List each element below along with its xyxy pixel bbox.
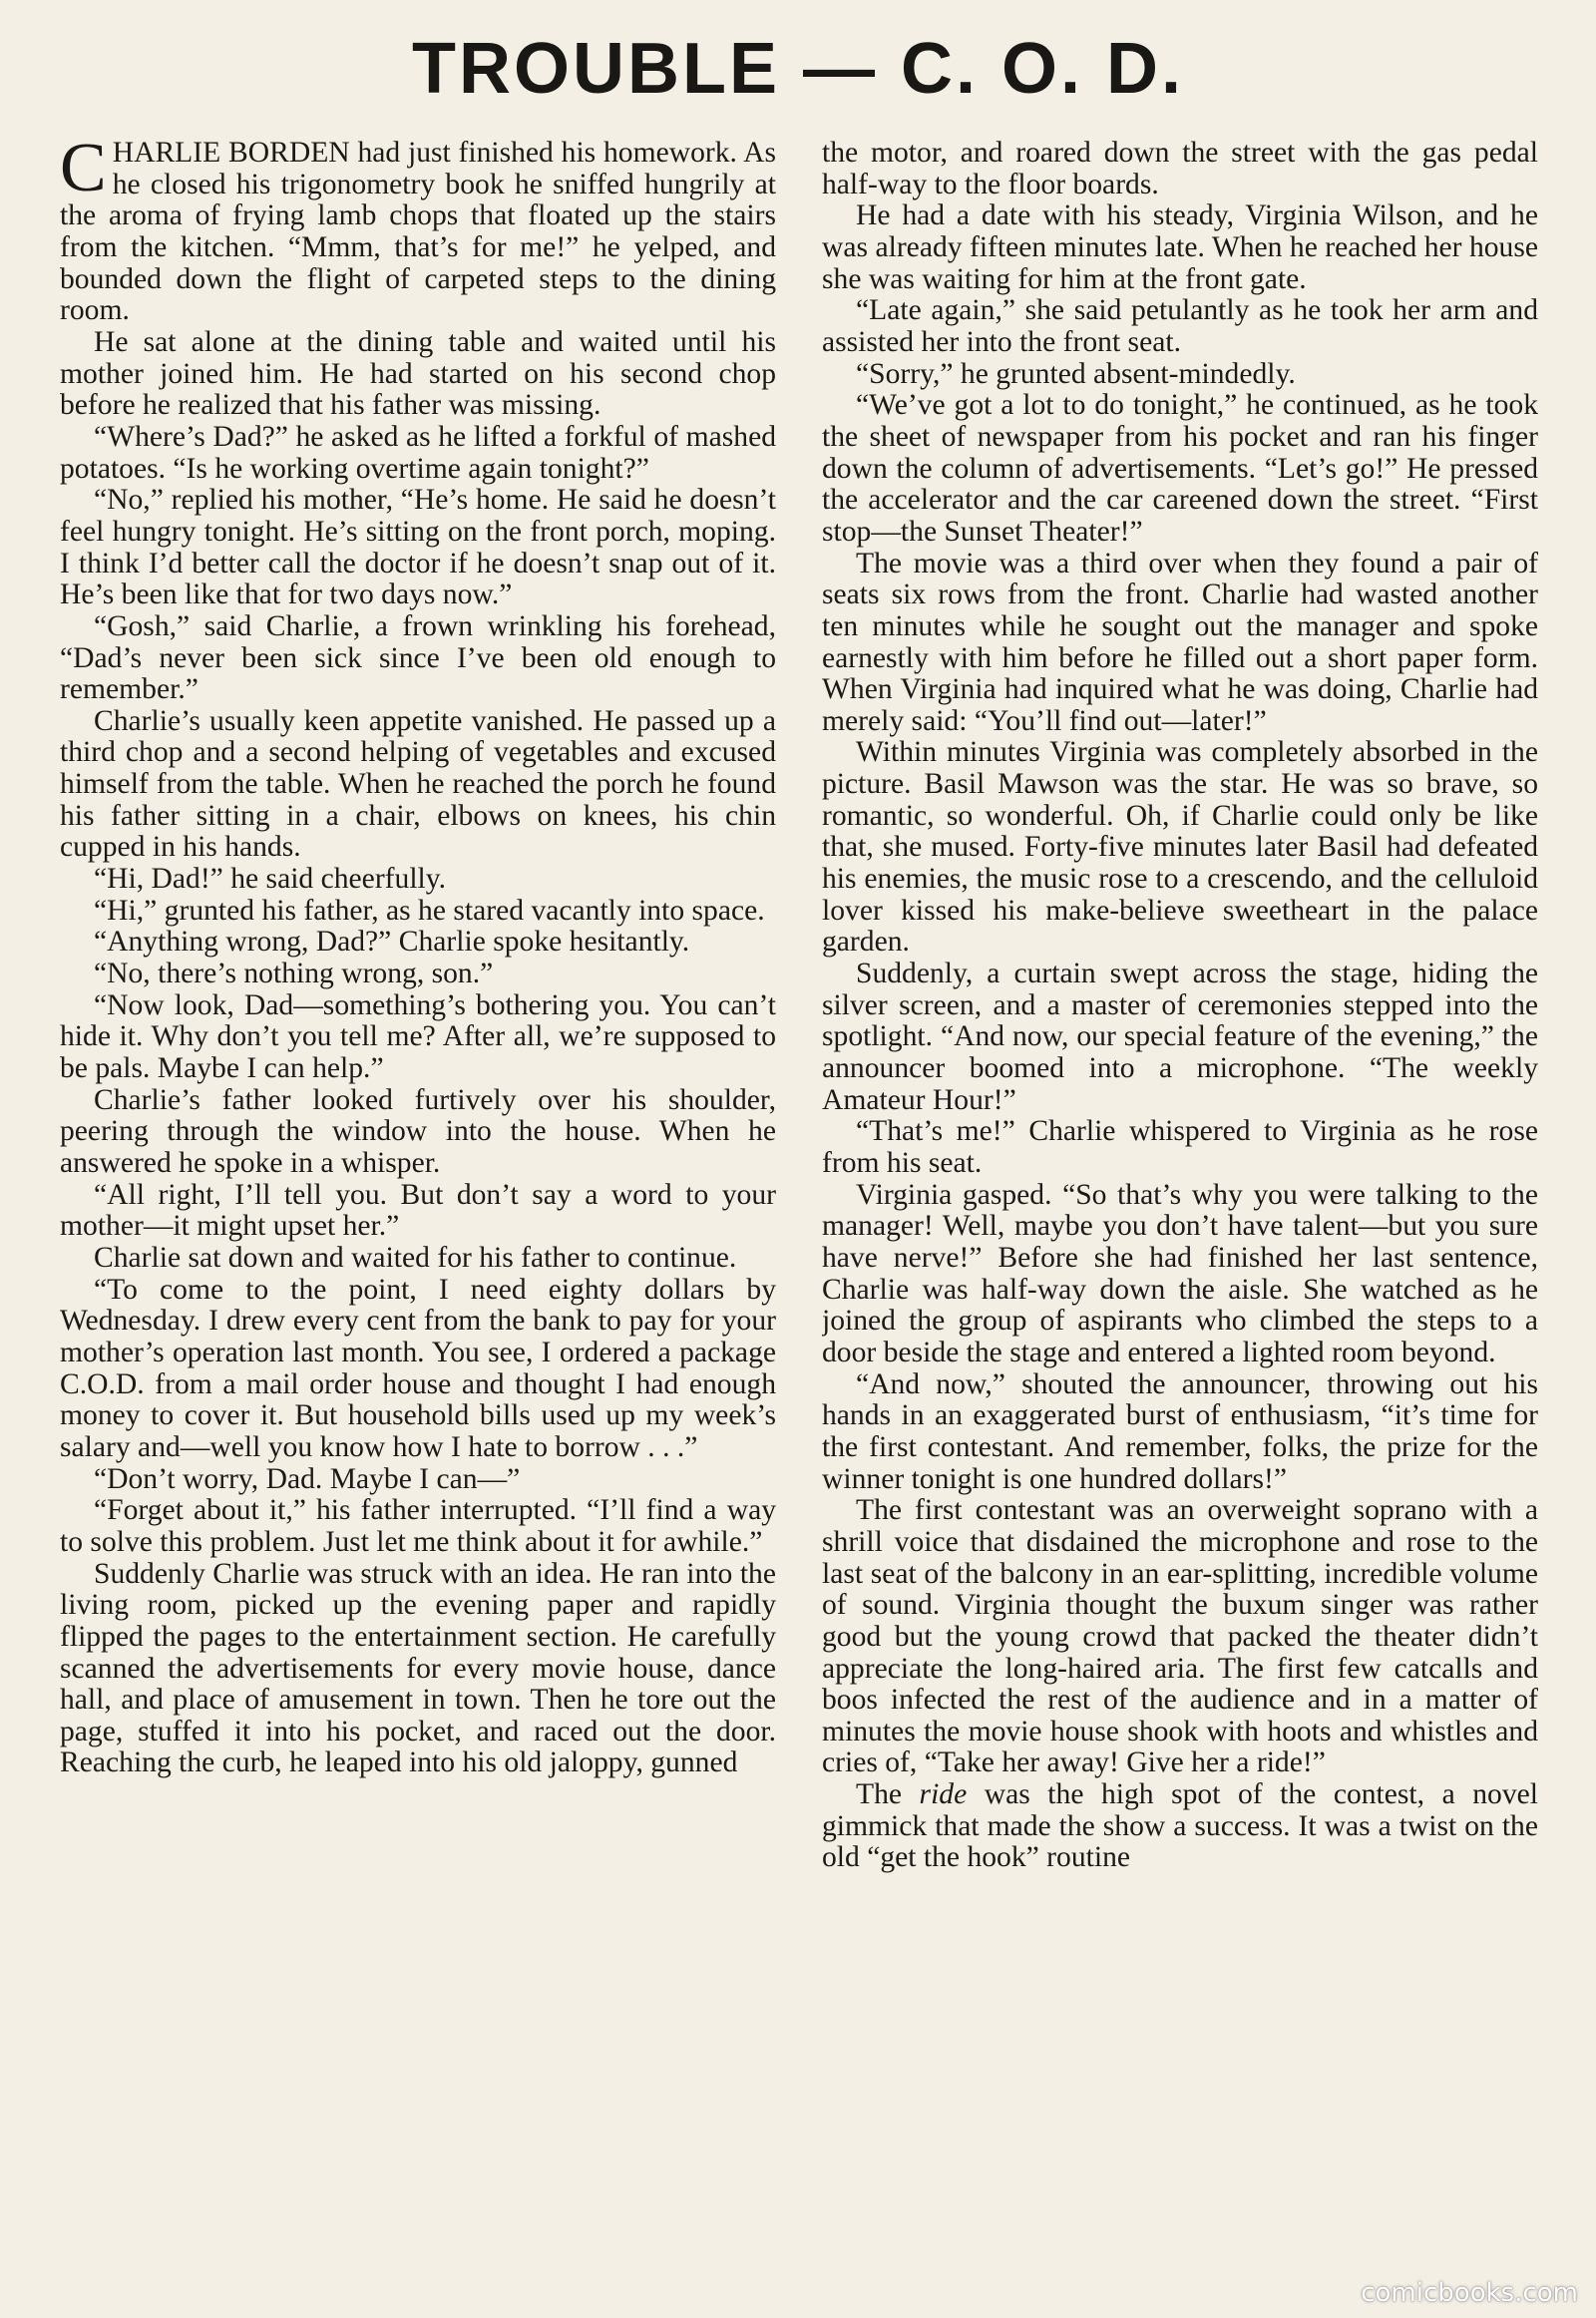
paragraph: “Anything wrong, Dad?” Charlie spoke hesitantly. [94,926,690,959]
paragraph: Charlie’s usually keen appetite vanished. He passed up a third chop and a second helping of vegetables and excused himself from the table. When he reached the porch he found his father sitting in a chair, elbows on knees, his chin cupped in his hands. [60,704,776,864]
paragraph: Charlie’s father looked furtively over his shoulder, peering through the window into the house. When he answered he spoke in a whisper. [60,1083,776,1179]
paragraph: “That’s me!” Charlie whispered to Virginia as he rose from his seat. [822,1115,1538,1179]
paragraph: “To come to the point, I need eighty dollars by Wednesday. I drew every cent from the bank to pay for your mother’s operation last month. You see, I ordered a package C.O.D. from a mail order house and thought I had enough money to cover it. But household bills used up my week’s salary and—well you know how I hate to borrow . . .” [60,1273,776,1463]
paragraph: Suddenly Charlie was struck with an idea. He ran into the living room, picked up the evening paper and rapidly flipped the pages to the entertainment section. He carefully scanned the advertisements for every movie house, dance hall, and place of amusement in town. Then he tore out the page, stuffed it into his pocket, and raced out the door. Reaching the curb, he leaped into his old jaloppy, gunned [60,1557,776,1779]
italic-word: ride [919,1778,968,1811]
paragraph: Within minutes Virginia was completely absorbed in the picture. Basil Mawson was the star. He was so brave, so romantic, so wonderful. Oh, if Charlie could only be like that, she mused. Forty-five minutes later Basil had defeated his enemies, the music rose to a crescendo, and the celluloid lover kissed his make-believe sweetheart in the palace garden. [822,736,1538,959]
watermark: comicbooks.com [1361,2278,1578,2308]
paragraph: “Don’t worry, Dad. Maybe I can—” [94,1462,521,1495]
paragraph: Suddenly, a curtain swept across the stage, hiding the silver screen, and a master of ceremonies stepped into the spotlight. “And now, our special feature of the evening,” the announcer boomed into a microphone. “The weekly Amateur Hour!” [822,958,1538,1116]
paragraph: “We’ve got a lot to do tonight,” he continued, as he took the sheet of newspaper from his pocket and ran his finger down the column of advertisements. “Let’s go!” He pressed the accelerator and the car careened down the street. “First stop—the Sunset Theater!” [822,389,1538,548]
right-column [822,138,1538,2282]
paragraph: The ride was the high spot of the contest, a novel gimmick that made the show a success. It was a twist on the old “get the hook” routine [822,1778,1538,1874]
paragraph: “Forget about it,” his father interrupted. “I’ll find a way to solve this problem. Just let me think about it for awhile.” [60,1494,776,1558]
paragraph: Virginia gasped. “So that’s why you were talking to the manager! Well, maybe you don’t have talent—but you sure have nerve!” Before she had finished her last sentence, Charlie was half-way down the aisle. She watched as he joined the group of aspirants who climbed the steps to a door beside the stage and entered a lighted room beyond. [822,1178,1538,1368]
paragraph: the motor, and roared down the street with the gas pedal half-way to the floor boards. [822,138,1538,200]
left-column [60,138,776,2282]
paragraph: “Hi, Dad!” he said cheerfully. [94,863,447,896]
paragraph: “Sorry,” he grunted absent-mindedly. [856,357,1296,390]
paragraph: “No, there’s nothing wrong, son.” [94,958,494,990]
paragraph: “Hi,” grunted his father, as he stared vacantly into space. [94,894,765,927]
paragraph: “Where’s Dad?” he asked as he lifted a forkful of mashed potatoes. “Is he working overtime again tonight?” [60,420,776,485]
paragraph: “Now look, Dad—something’s bothering you. You can’t hide it. Why don’t you tell me? After all, we’re supposed to be pals. Maybe I can help.” [60,988,776,1085]
paragraph: He had a date with his steady, Virginia Wilson, and he was already fifteen minutes late. When he reached her house she was waiting for him at the front gate. [822,199,1538,295]
paragraph: He sat alone at the dining table and waited until his mother joined him. He had started on his second chop before he realized that his father was missing. [60,325,776,422]
paragraph: “And now,” shouted the announcer, throwing out his hands in an exaggerated burst of enthusiasm, “it’s time for the first contestant. And remember, folks, the prize for the winner tonight is one hundred dollars!” [822,1367,1538,1495]
drop-cap: C [60,138,107,206]
paragraph: “Late again,” she said petulantly as he took her arm and assisted her into the front seat. [822,294,1538,358]
paragraph: CHARLIE BORDEN had just finished his homework. As he closed his trigonometry book he sniffed hungrily at the aroma of frying lamb chops that floated up the stairs from the kitchen. “Mmm, that’s for me!” he yelped, and bounded down the flight of carpeted steps to the dining room. [60,138,776,327]
paragraph: Charlie sat down and waited for his father to continue. [94,1241,737,1274]
paragraph: “Gosh,” said Charlie, a frown wrinkling his forehead, “Dad’s never been sick since I’ve been old enough to remember.” [60,609,776,706]
story-title: TROUBLE — C. O. D. [412,29,1184,109]
paragraph: The movie was a third over when they found a pair of seats six rows from the front. Charlie had wasted another ten minutes while he sought out the manager and spoke earnestly with him before he filled out a short paper form. When Virginia had inquired what he was doing, Charlie had merely said: “You’ll find out—later!” [822,547,1538,737]
paragraph: The first contestant was an overweight soprano with a shrill voice that disdained the microphone and rose to the last seat of the balcony in an ear-splitting, incredible volume of sound. Virginia thought the buxum singer was rather good but the young crowd that packed the theater didn’t appreciate the long-haired aria. The first few catcalls and boos infected the rest of the audience and in a matter of minutes the movie house shook with hoots and whistles and cries of, “Take her away! Give her a ride!” [822,1494,1538,1779]
paragraph: “All right, I’ll tell you. But don’t say a word to your mother—it might upset her.” [60,1178,776,1243]
paragraph: “No,” replied his mother, “He’s home. He said he doesn’t feel hungry tonight. He’s sitting on the front porch, moping. I think I’d better call the doctor if he doesn’t snap out of it. He’s been like that for two days now.” [60,484,776,611]
